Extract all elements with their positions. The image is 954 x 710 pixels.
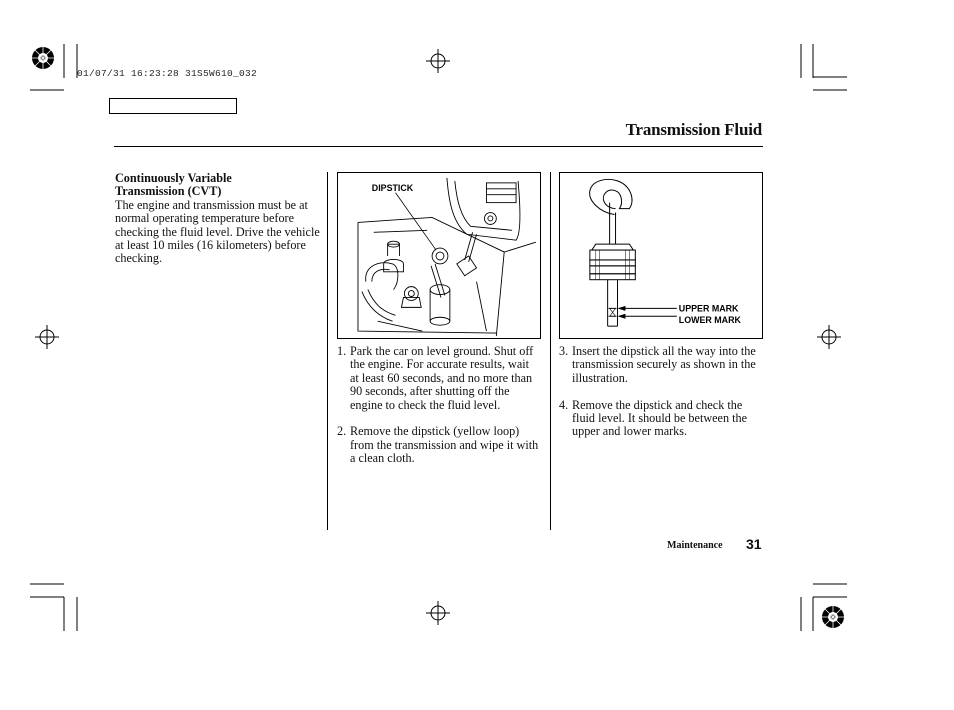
intro-heading-line1: Continuously Variable bbox=[115, 171, 232, 185]
section-tab-box bbox=[109, 98, 237, 114]
step-number: 1. bbox=[337, 344, 347, 358]
upper-mark-label: UPPER MARK bbox=[678, 303, 739, 314]
dipstick-marks-figure bbox=[559, 172, 763, 339]
title-rule bbox=[114, 146, 763, 147]
page-title: Transmission Fluid bbox=[625, 120, 762, 139]
column-divider-right bbox=[550, 172, 551, 530]
lower-mark-label: LOWER MARK bbox=[678, 315, 741, 326]
step-text: Remove the dipstick (yellow loop) from the transmission and wipe it with a clean cloth. bbox=[350, 424, 539, 466]
engine-bay-illustration bbox=[338, 173, 540, 338]
dipstick-location-figure bbox=[337, 172, 541, 339]
step-text: Park the car on level ground. Shut off the engine. For accurate results, wait at least 60 seconds, and no more than 90 seconds, after shutting off the engine to check the fluid level. bbox=[350, 344, 534, 412]
footer-section-name: Maintenance bbox=[667, 540, 723, 551]
step-item bbox=[337, 425, 540, 465]
print-stamp: 01/07/31 16:23:28 31S5W610_032 bbox=[77, 68, 258, 79]
intro-section bbox=[115, 172, 320, 266]
intro-heading-line2: Transmission (CVT) bbox=[115, 184, 222, 199]
step-item bbox=[559, 399, 761, 439]
steps-right-column bbox=[559, 345, 761, 452]
step-number: 4. bbox=[559, 397, 569, 412]
steps-middle-column bbox=[337, 345, 540, 479]
step-text: Insert the dipstick all the way into the transmission securely as shown in the illustration. bbox=[572, 344, 756, 385]
step-item bbox=[337, 345, 540, 412]
step-text: Remove the dipstick and check the fluid level. It should be between the upper and lower marks. bbox=[572, 397, 747, 439]
column-divider-left bbox=[327, 172, 328, 530]
dipstick-label: DIPSTICK bbox=[371, 182, 414, 193]
page-number: 31 bbox=[746, 536, 762, 552]
step-number: 2. bbox=[337, 424, 347, 439]
intro-body: The engine and transmission must be at normal operating temperature before checking the fluid level. Drive the vehicle at least 10 miles (16 kilometers) before checking. bbox=[115, 197, 320, 266]
step-number: 3. bbox=[559, 344, 569, 358]
dipstick-illustration bbox=[560, 173, 762, 338]
step-item bbox=[559, 345, 761, 385]
